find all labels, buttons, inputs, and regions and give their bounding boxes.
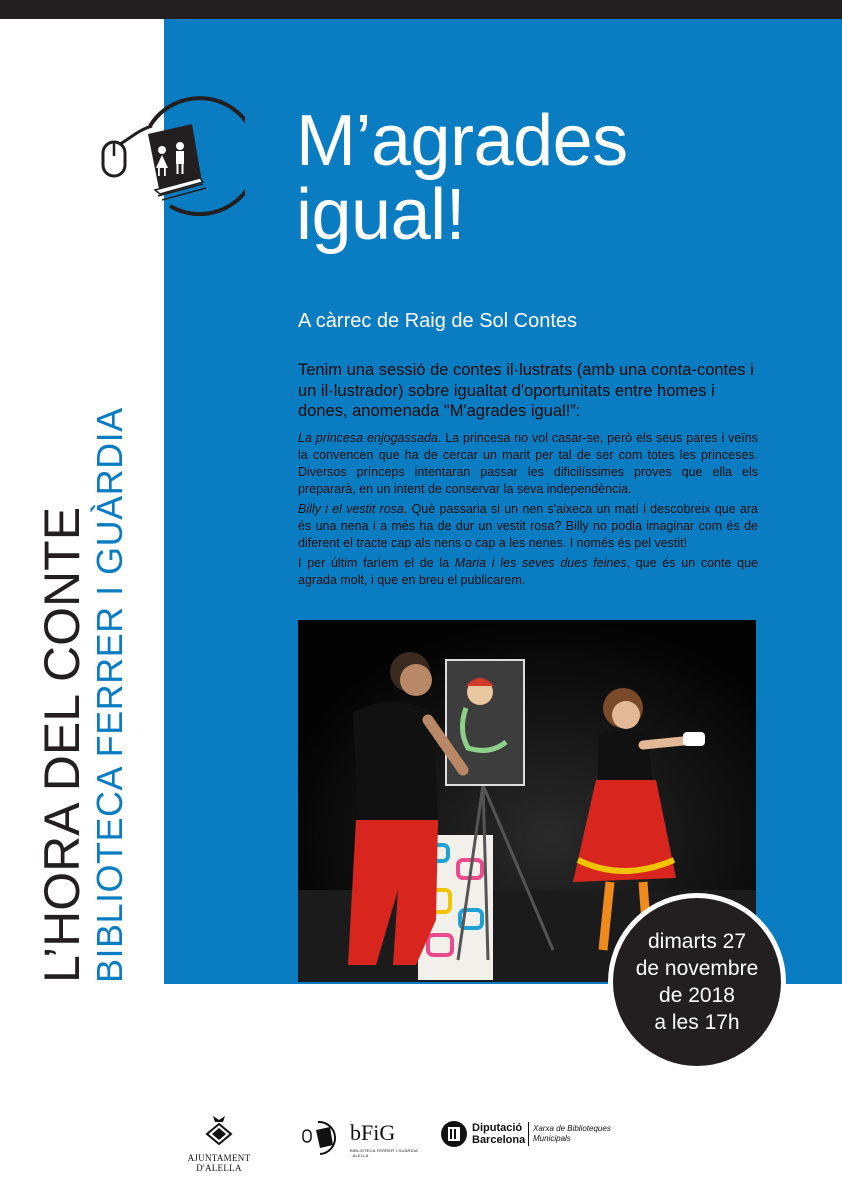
diputacio-line2: Barcelona [472,1134,526,1146]
date-line1: dimarts 27 [647,930,747,953]
diputacio-line1: Diputació [472,1122,523,1134]
diputacio-logo [440,1120,640,1152]
intro-text: Tenim una sessió de contes il·lustrats (amb una conta-contes i un il·lustrador) sobre igualtat d'oportunitats entre homes i dones, anomenada "M'agrades igual!”: [298,361,754,420]
top-bar [0,0,842,19]
stories-text [298,430,758,592]
footer [0,1100,842,1173]
closing-text [298,555,758,589]
ajuntament-shield-icon [205,1114,233,1146]
library-logo [100,96,245,216]
diputacio-separator [528,1122,529,1146]
bfig-book-icon [300,1114,346,1160]
date-line2: de novembre [635,957,759,980]
story-1-title: La princesa enjogassada [298,431,438,445]
main-title [296,101,628,255]
subtitle: A càrrec de Raig de Sol Contes [298,310,578,332]
diputacio-emblem-icon [440,1120,468,1148]
xarxa-line2: Municipals [533,1134,571,1143]
bfig-text: bFiG [350,1120,396,1145]
main-title-line2: igual! [296,175,466,255]
closing-title: Maria i les seves dues feines [454,556,627,570]
closing-after: , que és un conte que agrada molt, i que en breu el publicarem. [298,556,759,587]
date-line3: de 2018 [659,984,735,1007]
date-line4: a les 17h [654,1011,740,1034]
side-title-line1: L’HORA DEL CONTE [34,506,90,983]
side-title [36,407,132,983]
bfig-subtext: BIBLIOTECA FERRER I GUÀRDIA · ALELLA [350,1148,418,1158]
bfig-logo [300,1112,420,1162]
closing-before: I per últim faríem el de la [298,556,455,570]
date-badge [608,893,786,1071]
ajuntament-label: AJUNTAMENT D'ALELLA [187,1153,251,1173]
story-2-text: . Què passaria si un nen s'aixeca un matí i descobreix que ara és una nena i a més ha de dur un vestit rosa? Billy no podia imaginar com és de diferent el tracte cap als nens o cap a les nenes. I només és pel vestit! [298,502,758,550]
mouse-icon [103,142,125,176]
side-title-line2: BIBLIOTECA FERRER I GUÀRDIA [89,407,130,983]
xarxa-line1: Xarxa de Biblioteques [533,1124,611,1133]
ajuntament-logo [164,1114,274,1173]
main-title-line1: M’agrades [296,101,628,181]
story-2-title: Billy i el vestit rosa [298,502,404,516]
story-2 [298,501,758,552]
story-1-text: . La princesa no vol casar-se, però els seus pares i veïns la convencen que ha de cercar un marit per tal de ser com totes les princeses. Diversos prínceps intentaran passar les dificilíssimes proves que ella els prepararà, en un intent de conservar la seva independència. [298,431,759,496]
story-1 [298,430,758,498]
